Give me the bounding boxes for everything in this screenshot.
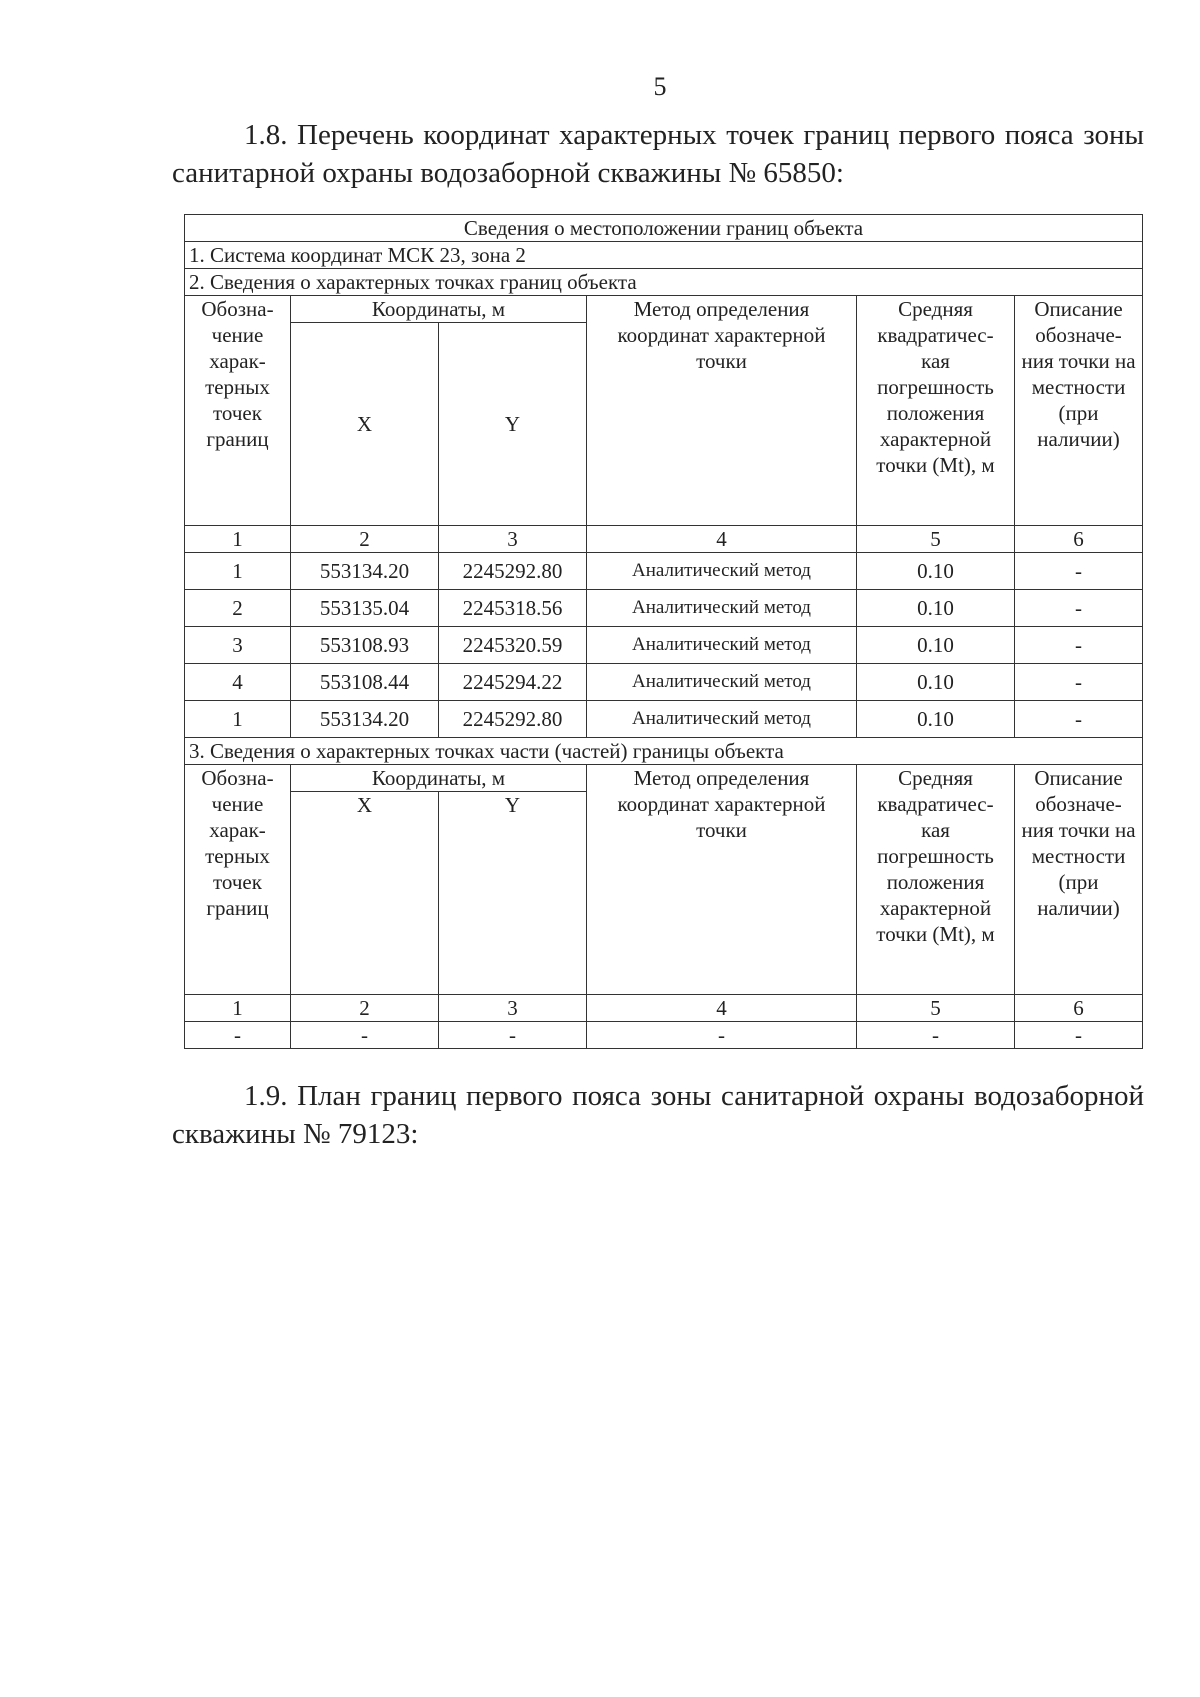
section-3-title: 3. Сведения о характерных точках части (частей) границы объекта (185, 738, 1143, 765)
column-number-row (185, 995, 1143, 1022)
column-number: 2 (291, 995, 439, 1022)
header-error: Средняя квадратичес- кая погрешность положения характерной точки (Mt), м (857, 296, 1015, 526)
method: Аналитический метод (587, 627, 857, 664)
header-x: X (291, 323, 439, 526)
column-number: 1 (185, 995, 291, 1022)
point-id: 2 (185, 590, 291, 627)
header-coordinates: Координаты, м (291, 765, 587, 792)
coord-y: 2245320.59 (439, 627, 587, 664)
page-number: 5 (653, 72, 667, 101)
empty-cell: - (857, 1022, 1015, 1049)
empty-cell: - (185, 1022, 291, 1049)
coord-y: 2245294.22 (439, 664, 587, 701)
point-id: 4 (185, 664, 291, 701)
header-y: Y (439, 323, 587, 526)
table-row (185, 553, 1143, 590)
column-number-row (185, 526, 1143, 553)
coord-y: 2245318.56 (439, 590, 587, 627)
column-number: 1 (185, 526, 291, 553)
coord-x: 553134.20 (291, 553, 439, 590)
header-method: Метод определения координат характерной точки (587, 765, 857, 995)
coord-y: 2245292.80 (439, 701, 587, 738)
mt-error: 0.10 (857, 553, 1015, 590)
table-title: Сведения о местоположении границ объекта (185, 215, 1143, 242)
column-number: 5 (857, 526, 1015, 553)
coord-y: 2245292.80 (439, 553, 587, 590)
coord-x: 553134.20 (291, 701, 439, 738)
point-description: - (1015, 664, 1143, 701)
method: Аналитический метод (587, 701, 857, 738)
point-description: - (1015, 627, 1143, 664)
header-method: Метод определения координат характерной точки (587, 296, 857, 526)
column-number: 4 (587, 995, 857, 1022)
header-y: Y (439, 792, 587, 995)
point-description: - (1015, 553, 1143, 590)
header-description: Описание обозначе- ния точки на местности (при наличии) (1015, 296, 1143, 526)
point-description: - (1015, 590, 1143, 627)
empty-cell: - (439, 1022, 587, 1049)
section-1-8-text: 1.8. Перечень координат характерных точек границ первого пояса зоны санитарной охраны водозаборной скважины № 65850: (172, 119, 1144, 189)
column-number: 5 (857, 995, 1015, 1022)
empty-cell: - (587, 1022, 857, 1049)
header-error: Средняя квадратичес- кая погрешность положения характерной точки (Mt), м (857, 765, 1015, 995)
header-x: X (291, 792, 439, 995)
column-number: 3 (439, 995, 587, 1022)
header-coordinates: Координаты, м (291, 296, 587, 323)
column-number: 4 (587, 526, 857, 553)
mt-error: 0.10 (857, 590, 1015, 627)
header-designation: Обозна- чение харак- терных точек границ (185, 765, 291, 995)
table-row (185, 627, 1143, 664)
header-description: Описание обозначе- ния точки на местности (при наличии) (1015, 765, 1143, 995)
section-2-title: 2. Сведения о характерных точках границ объекта (185, 269, 1143, 296)
point-id: 1 (185, 553, 291, 590)
method: Аналитический метод (587, 664, 857, 701)
point-description: - (1015, 701, 1143, 738)
column-number: 3 (439, 526, 587, 553)
column-number: 2 (291, 526, 439, 553)
mt-error: 0.10 (857, 701, 1015, 738)
table-row (185, 664, 1143, 701)
mt-error: 0.10 (857, 627, 1015, 664)
table-row (185, 701, 1143, 738)
table-row (185, 590, 1143, 627)
boundary-coordinates-table (184, 214, 1143, 1049)
section-1-8-heading (172, 116, 1144, 192)
coordinate-system: 1. Система координат МСК 23, зона 2 (185, 242, 1143, 269)
mt-error: 0.10 (857, 664, 1015, 701)
column-number: 6 (1015, 995, 1143, 1022)
method: Аналитический метод (587, 590, 857, 627)
coord-x: 553108.44 (291, 664, 439, 701)
header-designation: Обозна- чение харак- терных точек границ (185, 296, 291, 526)
coord-x: 553135.04 (291, 590, 439, 627)
section-1-9-heading (172, 1077, 1144, 1153)
point-id: 3 (185, 627, 291, 664)
table-row (185, 1022, 1143, 1049)
empty-cell: - (291, 1022, 439, 1049)
empty-cell: - (1015, 1022, 1143, 1049)
column-number: 6 (1015, 526, 1143, 553)
coord-x: 553108.93 (291, 627, 439, 664)
point-id: 1 (185, 701, 291, 738)
section-1-9-text: 1.9. План границ первого пояса зоны санитарной охраны водозаборной скважины № 79123: (172, 1080, 1144, 1150)
method: Аналитический метод (587, 553, 857, 590)
